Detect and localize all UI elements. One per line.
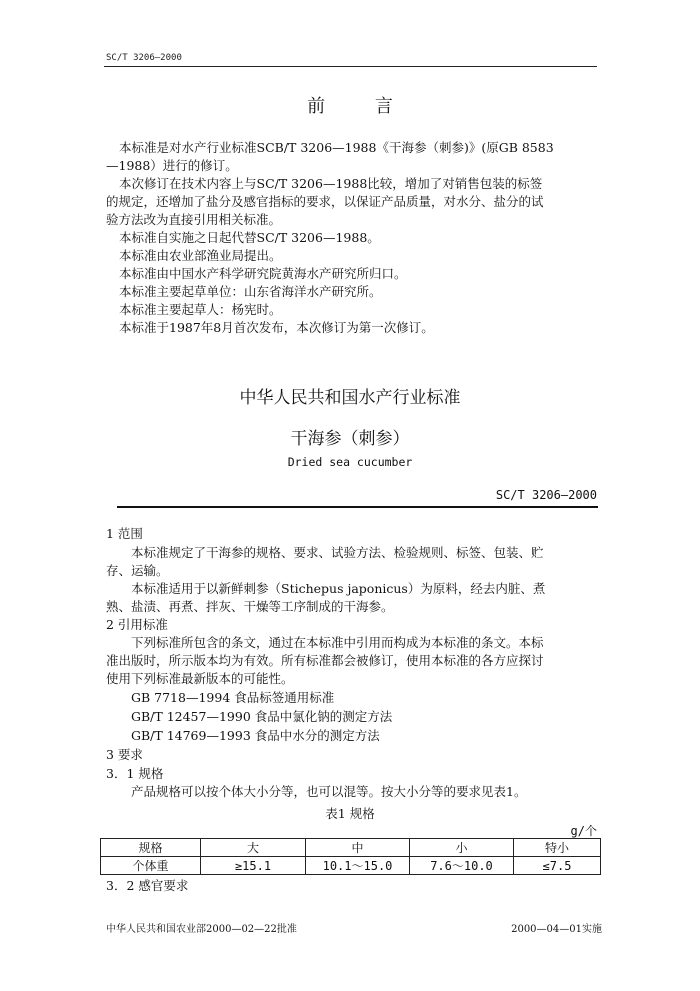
standard-title-en: Dried sea cucumber [287, 455, 413, 469]
section-2-p1-l2: 准出版时，所示版本均为有效。所有标准都会被修订，使用本标准的各方应探讨 [106, 653, 544, 668]
spec-table [100, 838, 601, 875]
table-cell: 10.1～15.0 [306, 857, 410, 875]
standard-title-zh: 干海参（刺参） [290, 429, 410, 449]
foreword-p6: 本标准主要起草单位：山东省海洋水产研究所。 [119, 284, 382, 299]
standard-org: 中华人民共和国水产行业标准 [239, 388, 461, 408]
section-3-1-text: 产品规格可以按个体大小分等，也可以混等。按大小分等的要求见表1。 [131, 784, 527, 799]
foreword-p4: 本标准由农业部渔业局提出。 [119, 248, 282, 263]
section-1-heading: 1 范围 [106, 526, 143, 541]
foreword-p2-l2: 的规定，还增加了盐分及感官指标的要求，以保证产品质量，对水分、盐分的试 [106, 194, 544, 209]
standard-number: SC/T 3206—2000 [495, 488, 597, 502]
section-1-p2-l2: 熟、盐渍、再煮、拌灰、干燥等工序制成的干海参。 [106, 599, 394, 614]
table-header-cell: 小 [410, 839, 514, 857]
foreword-p1-l2: —1988）进行的修订。 [106, 158, 238, 173]
table-unit: g/个 [570, 824, 597, 838]
header-code: SC/T 3206—2000 [106, 53, 182, 63]
foreword-p5: 本标准由中国水产科学研究院黄海水产研究所归口。 [119, 266, 407, 281]
header-rule [104, 66, 597, 67]
table-header-cell: 中 [306, 839, 410, 857]
section-2-p1-l1: 下列标准所包含的条文，通过在本标准中引用而构成为本标准的条文。本标 [131, 635, 544, 650]
table-header-cell: 特小 [514, 839, 601, 857]
foreword-p2-l1: 本次修订在技术内容上与SC/T 3206—1988比较，增加了对销售包装的标签 [119, 176, 543, 191]
foreword-p8: 本标准于1987年8月首次发布，本次修订为第一次修订。 [119, 320, 434, 335]
foreword-p7: 本标准主要起草人：杨宪时。 [119, 302, 282, 317]
table-header-cell: 规格 [101, 839, 201, 857]
section-3-2-heading: 3．2 感官要求 [106, 878, 189, 893]
title-rule [117, 506, 598, 508]
reference-2: GB/T 12457—1990 食品中氯化钠的测定方法 [131, 709, 393, 724]
reference-3: GB/T 14769—1993 食品中水分的测定方法 [131, 728, 380, 743]
section-3-1-heading: 3．1 规格 [106, 766, 164, 781]
section-2-p1-l3: 使用下列标准最新版本的可能性。 [106, 671, 294, 686]
section-1-p1-l1: 本标准规定了干海参的规格、要求、试验方法、检验规则、标签、包装、贮 [131, 545, 544, 560]
foreword-p3: 本标准自实施之日起代替SC/T 3206—1988。 [119, 230, 380, 245]
section-1-p2-l1: 本标准适用于以新鲜刺参（Stichepus japonicus）为原料，经去内脏、煮 [131, 581, 546, 596]
table-cell: ≥15.1 [201, 857, 306, 875]
foreword-p2-l3: 验方法改为直接引用相关标准。 [106, 212, 282, 227]
table-cell: ≤7.5 [514, 857, 601, 875]
section-2-heading: 2 引用标准 [106, 617, 168, 632]
footer-implementation: 2000—04—01实施 [511, 924, 602, 935]
section-1-p1-l2: 存、运输。 [106, 563, 169, 578]
table-cell: 个体重 [101, 857, 201, 875]
table-cell: 7.6～10.0 [410, 857, 514, 875]
foreword-title: 前 言 [307, 96, 415, 117]
reference-1: GB 7718—1994 食品标签通用标准 [131, 690, 335, 705]
table-row [101, 857, 601, 875]
foreword-p1-l1: 本标准是对水产行业标准SCB/T 3206—1988《干海参（刺参)》(原GB 8583 [119, 140, 554, 155]
footer-approval: 中华人民共和国农业部2000—02—22批准 [106, 924, 297, 935]
table-header-cell: 大 [201, 839, 306, 857]
section-3-heading: 3 要求 [106, 747, 143, 762]
table-header-row [101, 839, 601, 857]
table-title: 表1 规格 [325, 806, 375, 821]
